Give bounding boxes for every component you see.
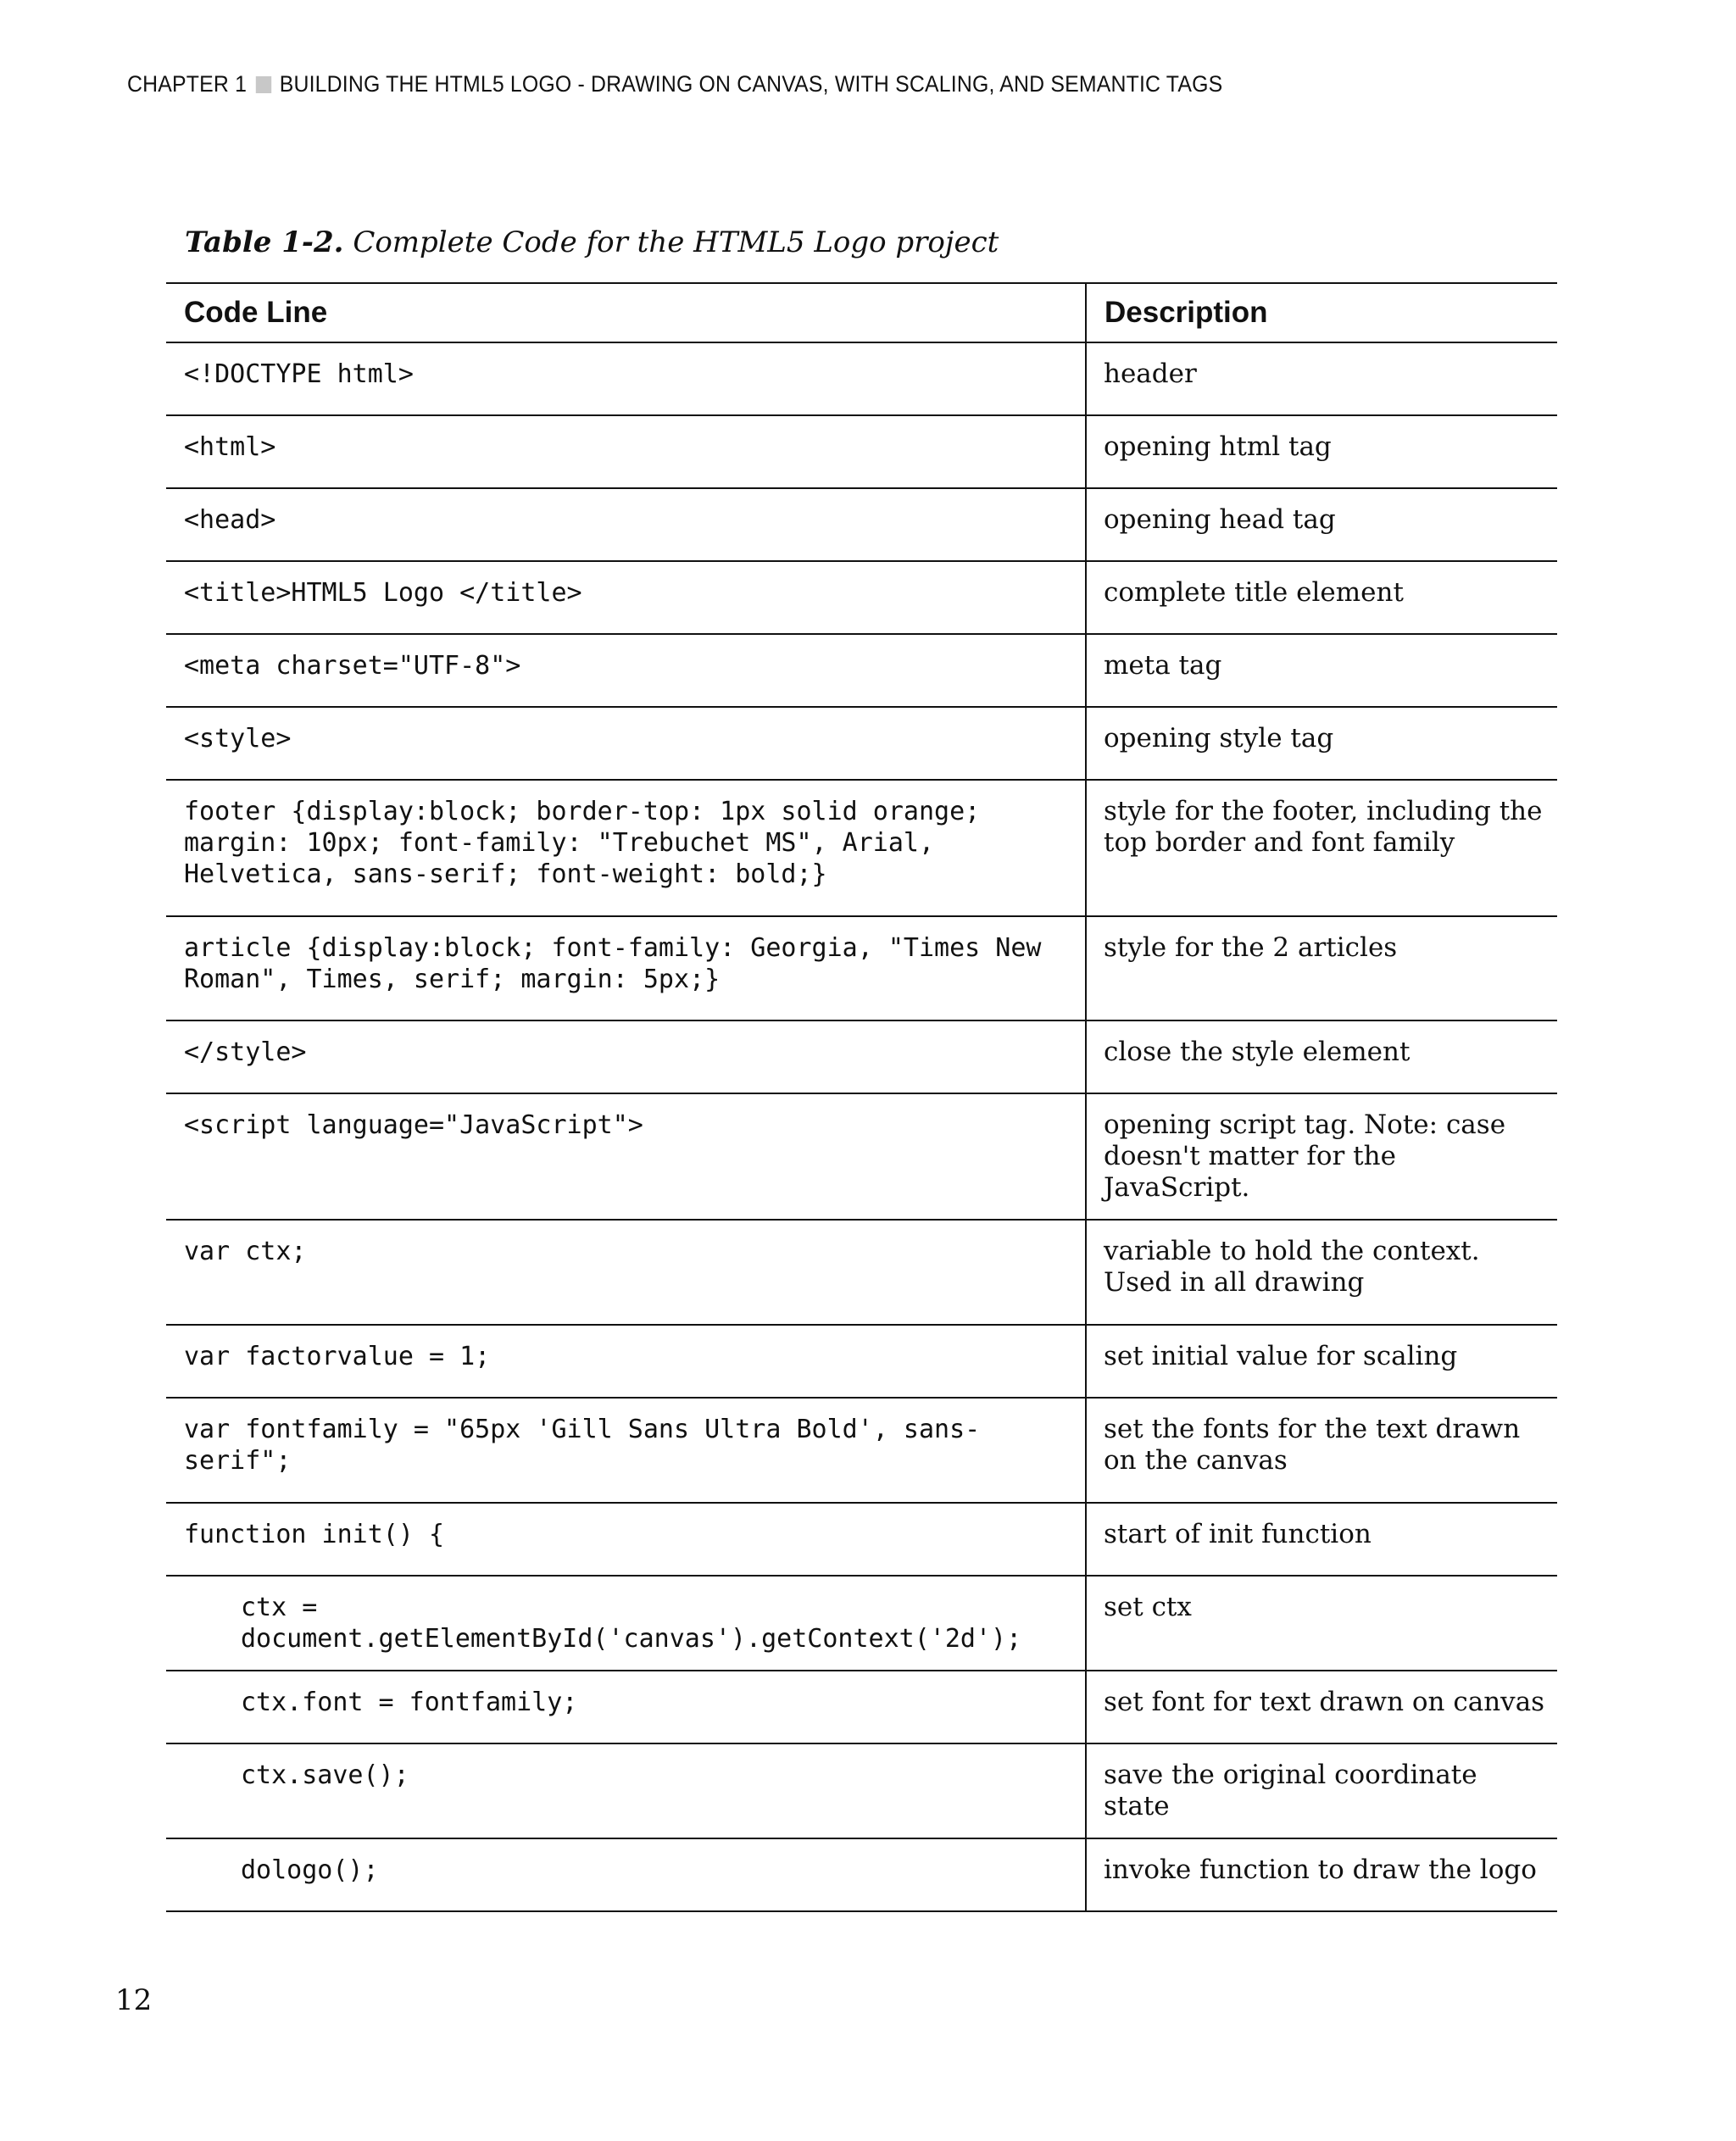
code-cell: var fontfamily = "65px 'Gill Sans Ultra Bold', sans-serif"; (166, 1398, 1086, 1503)
code-cell: <html> (166, 415, 1086, 488)
description-cell: style for the 2 articles (1086, 916, 1557, 1020)
description-cell: variable to hold the context. Used in all drawing (1086, 1220, 1557, 1325)
table-row (166, 1671, 1557, 1743)
table-row (166, 561, 1557, 634)
table-row (166, 1503, 1557, 1576)
table-row (166, 1743, 1557, 1838)
description-cell: set ctx (1086, 1576, 1557, 1671)
description-cell: opening html tag (1086, 415, 1557, 488)
table-row (166, 780, 1557, 916)
table-row (166, 1398, 1557, 1503)
description-cell: close the style element (1086, 1020, 1557, 1093)
code-cell: var ctx; (166, 1220, 1086, 1325)
code-cell: <script language="JavaScript"> (166, 1093, 1086, 1220)
code-cell: article {display:block; font-family: Georgia, "Times New Roman", Times, serif; margin: 5px;} (166, 916, 1086, 1020)
code-cell: ctx = document.getElementById('canvas').getContext('2d'); (166, 1576, 1086, 1671)
table-row (166, 1220, 1557, 1325)
table-row (166, 1576, 1557, 1671)
table-row (166, 1020, 1557, 1093)
description-cell: start of init function (1086, 1503, 1557, 1576)
table-row (166, 1838, 1557, 1911)
code-cell: footer {display:block; border-top: 1px solid orange; margin: 10px; font-family: "Trebuchet MS", Arial, Helvetica, sans-serif; font-weight: bold;} (166, 780, 1086, 916)
description-cell: invoke function to draw the logo (1086, 1838, 1557, 1911)
code-table (166, 282, 1557, 1912)
code-cell: dologo(); (166, 1838, 1086, 1911)
description-cell: set the fonts for the text drawn on the canvas (1086, 1398, 1557, 1503)
table-row (166, 634, 1557, 707)
table-row (166, 488, 1557, 561)
description-cell: opening style tag (1086, 707, 1557, 780)
table-caption-text: Complete Code for the HTML5 Logo project (353, 225, 999, 259)
table-row (166, 342, 1557, 415)
table-row (166, 1093, 1557, 1220)
code-cell: <head> (166, 488, 1086, 561)
description-cell: save the original coordinate state (1086, 1743, 1557, 1838)
description-cell: set font for text drawn on canvas (1086, 1671, 1557, 1743)
page-number: 12 (115, 1983, 153, 2017)
chapter-label: CHAPTER 1 (127, 71, 248, 97)
chapter-title: BUILDING THE HTML5 LOGO - DRAWING ON CANVAS, WITH SCALING, AND SEMANTIC TAGS (279, 71, 1223, 97)
description-cell: opening script tag. Note: case doesn't matter for the JavaScript. (1086, 1093, 1557, 1220)
code-cell: <style> (166, 707, 1086, 780)
table-caption-label: Table 1-2. (185, 225, 344, 259)
table-row (166, 1325, 1557, 1398)
table-row (166, 707, 1557, 780)
code-cell: ctx.font = fontfamily; (166, 1671, 1086, 1743)
code-cell: <title>HTML5 Logo </title> (166, 561, 1086, 634)
code-cell: var factorvalue = 1; (166, 1325, 1086, 1398)
table-caption (185, 225, 999, 259)
code-cell: <!DOCTYPE html> (166, 342, 1086, 415)
running-head (127, 71, 1222, 97)
separator-square-icon (256, 76, 271, 93)
code-cell: ctx.save(); (166, 1743, 1086, 1838)
header-code-line: Code Line (166, 283, 1086, 342)
description-cell: meta tag (1086, 634, 1557, 707)
description-cell: style for the footer, including the top border and font family (1086, 780, 1557, 916)
code-cell: </style> (166, 1020, 1086, 1093)
description-cell: set initial value for scaling (1086, 1325, 1557, 1398)
header-description: Description (1086, 283, 1557, 342)
code-cell: <meta charset="UTF-8"> (166, 634, 1086, 707)
description-cell: complete title element (1086, 561, 1557, 634)
code-cell: function init() { (166, 1503, 1086, 1576)
table-row (166, 916, 1557, 1020)
description-cell: opening head tag (1086, 488, 1557, 561)
table-row (166, 415, 1557, 488)
description-cell: header (1086, 342, 1557, 415)
table-header-row (166, 283, 1557, 342)
